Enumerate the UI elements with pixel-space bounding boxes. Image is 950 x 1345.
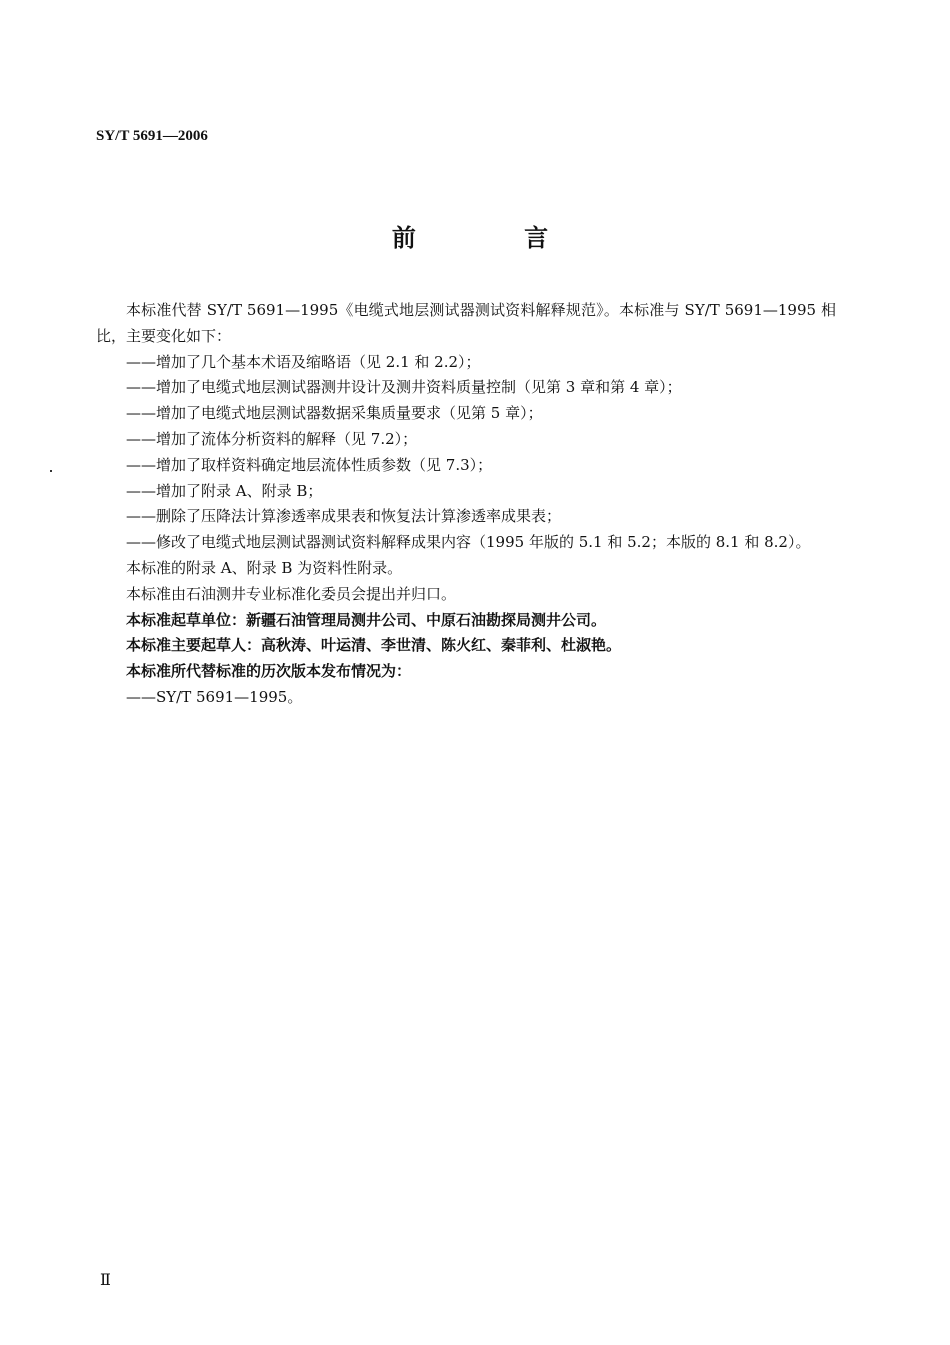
change-item: ——增加了电缆式地层测试器数据采集质量要求（见第 5 章）； [126,404,543,423]
drafting-units: 本标准起草单位：新疆石油管理局测井公司、中原石油勘探局测井公司。 [126,610,607,629]
change-item: ——增加了附录 A、附录 B； [126,481,323,500]
intro-paragraph: 本标准代替 SY/T 5691—1995《电缆式地层测试器测试资料解释规范》。本标准与 SY/T 5691—1995 相比，主要变化如下： [96,301,836,345]
page-title: 前 言 [391,224,599,252]
appendix-note: 本标准的附录 A、附录 B 为资料性附录。 [126,558,403,577]
change-item: ——增加了几个基本术语及缩略语（见 2.1 和 2.2）； [126,352,481,371]
change-item: ——修改了电缆式地层测试器测试资料解释成果内容（1995 年版的 5.1 和 5.2；本版的 8.1 和 8.2）。 [126,533,811,552]
change-item: ——增加了流体分析资料的解释（见 7.2）； [126,429,418,448]
change-list [96,350,836,556]
proposed-by: 本标准由石油测井专业标准化委员会提出并归口。 [126,584,457,603]
scan-speck [50,470,52,472]
change-item: ——删除了压降法计算渗透率成果表和恢复法计算渗透率成果表； [126,507,562,526]
page-number: Ⅱ [100,1272,111,1289]
standard-code: SY/T 5691—2006 [96,128,208,144]
history-item: ——SY/T 5691—1995。 [126,687,303,706]
change-item: ——增加了取样资料确定地层流体性质参数（见 7.3）； [126,455,493,474]
drafters: 本标准主要起草人：高秋涛、叶运清、李世清、陈火红、秦菲利、杜淑艳。 [126,636,622,655]
foreword-body [96,298,836,711]
change-item: ——增加了电缆式地层测试器测井设计及测井资料质量控制（见第 3 章和第 4 章）； [126,378,682,397]
history-intro: 本标准所代替标准的历次版本发布情况为： [126,662,412,681]
